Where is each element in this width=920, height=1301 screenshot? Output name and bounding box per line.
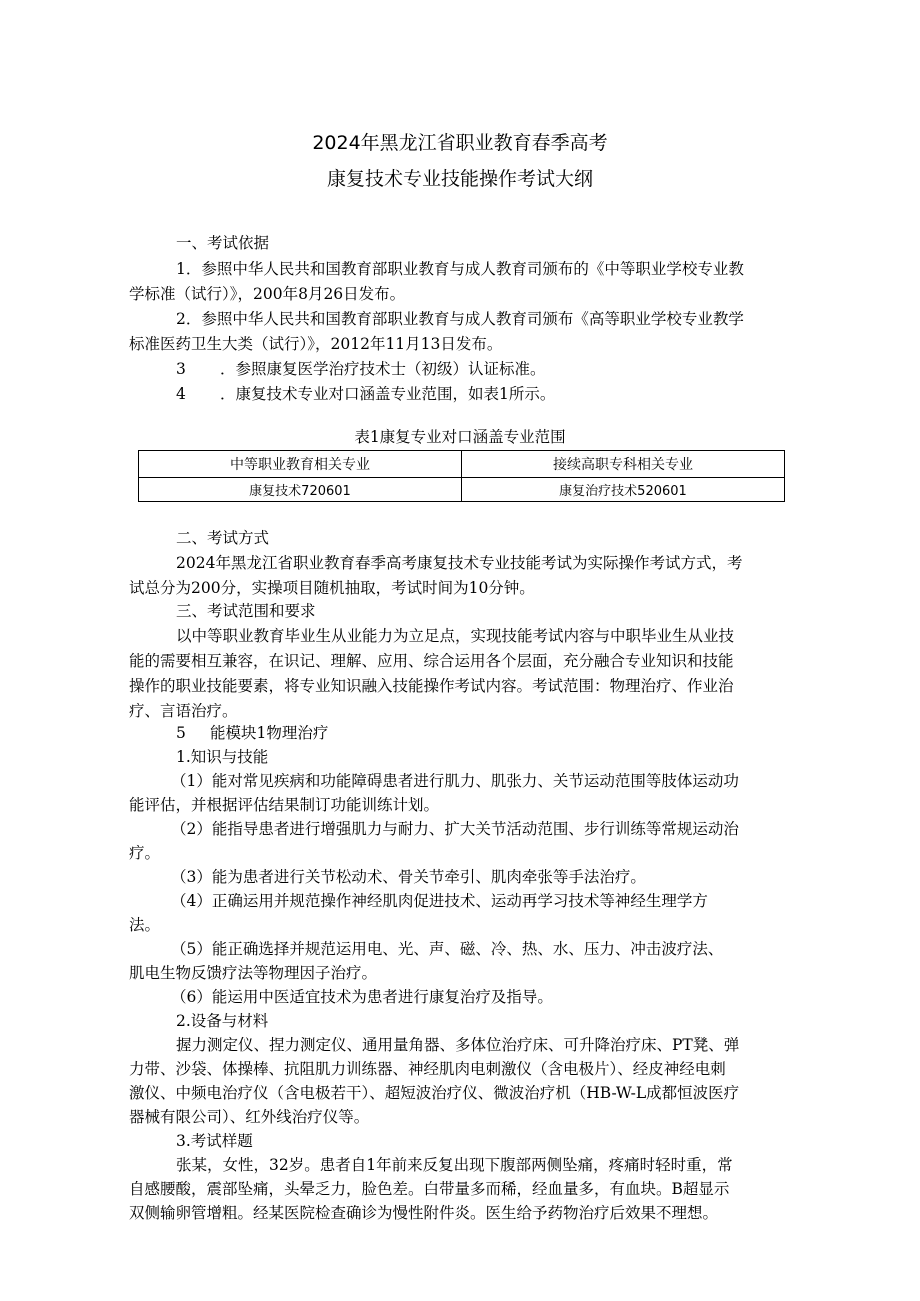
sample-question-line3: 双侧输卵管增粗。经某医院检查确诊为慢性附件炎。医生给予药物治疗后效果不理想。: [129, 1204, 719, 1222]
knowledge-item4-line2: 法。: [129, 916, 161, 934]
table-caption: 表1康复专业对口涵盖专业范围: [354, 428, 566, 446]
knowledge-item4-line1: （4）正确运用并规范操作神经肌肉促进技术、运动再学习技术等神经生理学方: [171, 892, 708, 910]
table-cell-higher: 康复治疗技术520601: [462, 478, 785, 502]
document-title-line1: 2024年黑龙江省职业教育春季高考: [312, 132, 608, 154]
equipment-line4: 器械有限公司）、红外线治疗仪等。: [129, 1108, 370, 1126]
knowledge-item2-line1: （2）能指导患者进行增强肌力与耐力、扩大关节活动范围、步行训练等常规运动治: [171, 820, 739, 838]
document-title-line2: 康复技术专业技能操作考试大纲: [326, 168, 593, 190]
module1-number: 5: [176, 724, 186, 742]
module1-sub2-heading: 2.设备与材料: [176, 1012, 269, 1030]
table-row: [139, 478, 785, 502]
knowledge-item6: （6）能运用中医适宜技术为患者进行康复治疗及指导。: [171, 988, 553, 1006]
section1-item4-number: 4: [176, 385, 186, 403]
equipment-line1: 握力测定仪、捏力测定仪、通用量角器、多体位治疗床、可升降治疗床、PT凳、弹: [176, 1036, 740, 1054]
section3-paragraph-line2: 能的需要相互兼容，在识记、理解、应用、综合运用各个层面，充分融合专业知识和技能: [129, 652, 734, 670]
sample-question-line1: 张某，女性，32岁。患者自1年前来反复出现下腹部两侧坠痛，疼痛时轻时重，常: [176, 1156, 733, 1174]
section2-paragraph-line1: 2024年黑龙江省职业教育春季高考康复技术专业技能考试为实际操作考试方式，考: [176, 554, 743, 572]
section1-item2-line2: 标准医药卫生大类（试行）》，2012年11月13日发布。: [129, 335, 503, 353]
knowledge-item5-line1: （5）能正确选择并规范运用电、光、声、磁、冷、热、水、压力、冲击波疗法、: [171, 940, 724, 958]
knowledge-item5-line2: 肌电生物反馈疗法等物理因子治疗。: [129, 964, 378, 982]
module1-heading: 能模块1物理治疗: [210, 724, 329, 742]
knowledge-item1-line1: （1）能对常见疾病和功能障碍患者进行肌力、肌张力、关节运动范围等肢体运动功: [171, 772, 739, 790]
section1-heading: 一、考试依据: [176, 234, 270, 252]
section1-item1-line2: 学标准（试行）》，200年8月26日发布。: [129, 285, 406, 303]
section3-paragraph-line4: 疗、言语治疗。: [129, 702, 238, 720]
knowledge-item3: （3）能为患者进行关节松动术、骨关节牵引、肌肉牵张等手法治疗。: [171, 868, 646, 886]
module1-sub1-heading: 1.知识与技能: [176, 748, 269, 766]
sample-question-line2: 自感腰酸，震部坠痛，头晕乏力，脸色差。白带量多而稀，经血量多，有血块。B超显示: [129, 1180, 730, 1198]
section1-item2-line1: 2．参照中华人民共和国教育部职业教育与成人教育司颁布《高等职业学校专业教学: [176, 310, 744, 328]
section1-item3-text: ．参照康复医学治疗技术士（初级）认证标准。: [220, 360, 546, 378]
section1-item4-text: ．康复技术专业对口涵盖专业范围，如表1所示。: [220, 385, 556, 403]
knowledge-item2-line2: 疗。: [129, 844, 161, 862]
equipment-line2: 力带、沙袋、体操棒、抗阻肌力训练器、神经肌肉电刺激仪（含电极片）、经皮神经电刺: [129, 1060, 726, 1078]
table-cell-secondary: 康复技术720601: [139, 478, 462, 502]
table-header-row: [139, 451, 785, 478]
section2-paragraph-line2: 试总分为200分，实操项目随机抽取，考试时间为10分钟。: [129, 579, 535, 597]
section3-heading: 三、考试范围和要求: [176, 602, 316, 620]
table-header-higher: 接续高职专科相关专业: [462, 451, 785, 478]
section2-heading: 二、考试方式: [176, 529, 270, 547]
specialty-range-table: [138, 450, 785, 502]
section1-item3-number: 3: [176, 360, 186, 378]
knowledge-item1-line2: 能评估，并根据评估结果制订功能训练计划。: [129, 796, 440, 814]
section3-paragraph-line1: 以中等职业教育毕业生从业能力为立足点，实现技能考试内容与中职毕业生从业技: [176, 627, 735, 645]
module1-sub3-heading: 3.考试样题: [176, 1132, 253, 1150]
section3-paragraph-line3: 操作的职业技能要素，将专业知识融入技能操作考试内容。考试范围：物理治疗、作业治: [129, 677, 734, 695]
table-header-secondary: 中等职业教育相关专业: [139, 451, 462, 478]
equipment-line3: 激仪、中频电治疗仪（含电极若干）、超短波治疗仪、微波治疗机（HB-W-L成都恒波医疗: [129, 1084, 740, 1102]
section1-item1-line1: 1．参照中华人民共和国教育部职业教育与成人教育司颁布的《中等职业学校专业教: [176, 260, 744, 278]
